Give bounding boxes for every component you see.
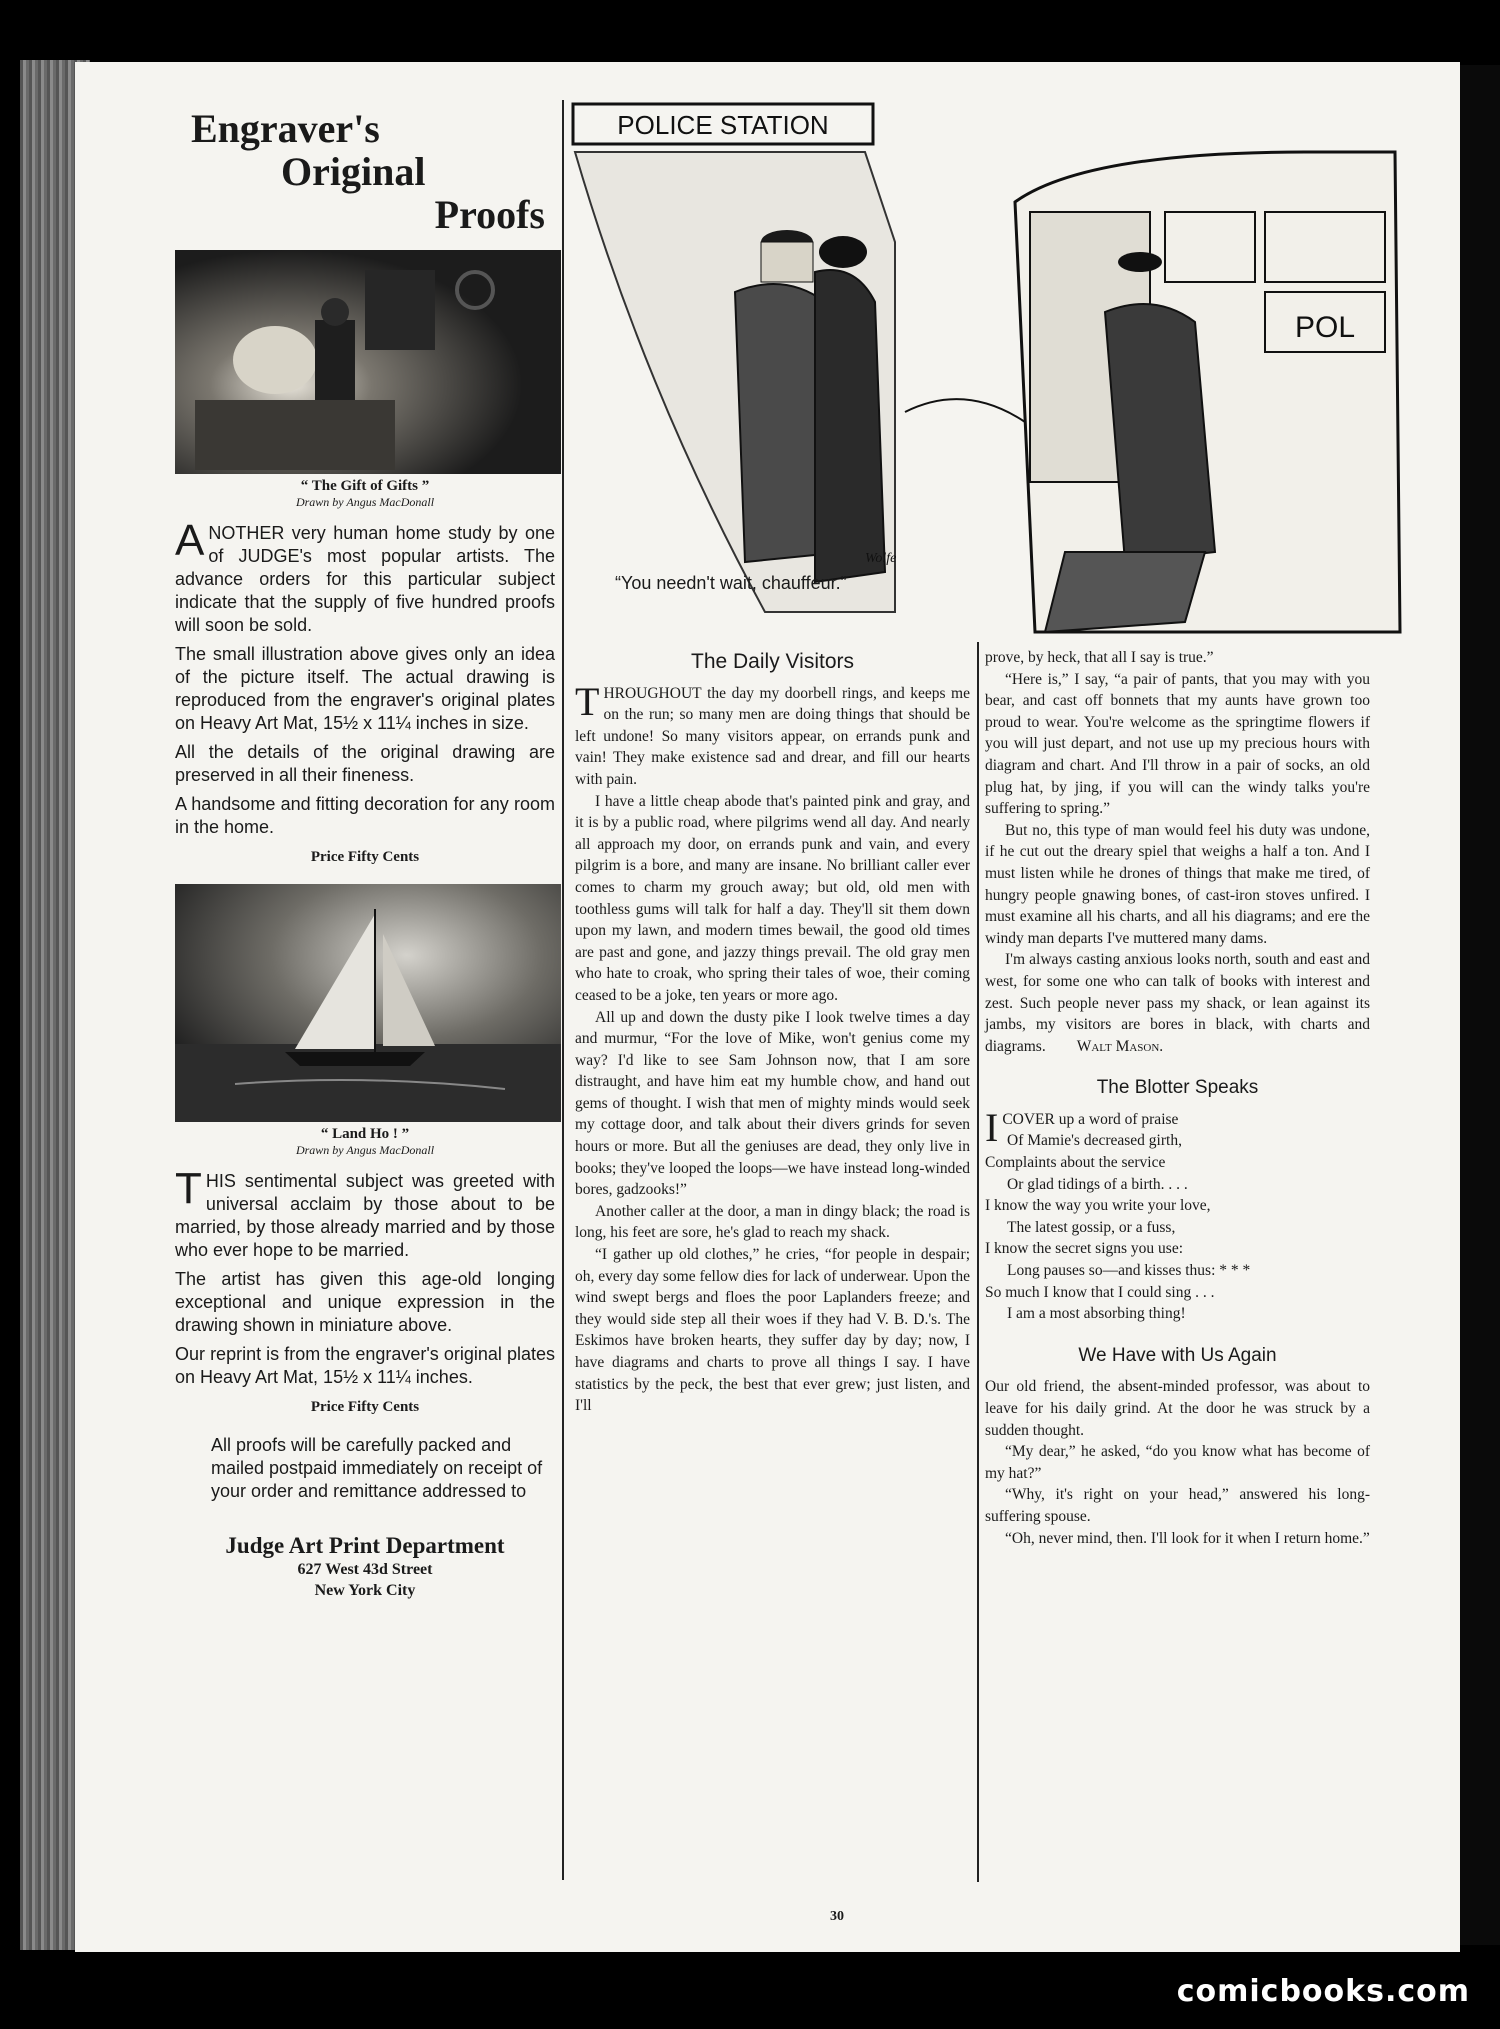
we-have-with-us-again-title: We Have with Us Again [1078,1344,1277,1366]
again-paragraph-2: “My dear,” he asked, “do you know what has become of my hat?” [985,1443,1370,1482]
visitors-paragraph-5: “I gather up old clothes,” he cries, “for people in despair; oh, every day some fellow dies for lack of underwear. Upon the wind swept bergs and floes the poor Laplanders freeze; and they would side step all their woes if they had V. B. D.'s. The Eskimos have broken hearts, they suffer day by day; now, I have diagrams and charts to prove all things I say. I have statistics by the peck, the best that ever grew; just listen, and I'll [575,1246,970,1415]
department-name: Judge Art Print Department [225,1533,505,1558]
visitors-paragraph-9: I'm always casting anxious looks north, south and east and west, for some one who can talk of books with interest and zest. Such people never pass my shack, or lean against its jambs, my visitors are bores in black, with charts and diagrams. Walt Mason. [985,951,1370,1055]
again-paragraph-1: Our old friend, the absent-minded professor, was about to leave for his daily grind. At the door he was struck by a sudden thought. [985,1378,1370,1439]
ad-paragraph-3: All the details of the original drawing are preserved in all their fineness. [175,742,555,785]
page-number: 30 [830,1909,844,1924]
artist-signature: Wolfe [865,551,897,566]
visitors-paragraph-6: prove, by heck, that all I say is true.” [985,649,1214,666]
again-paragraph-4: “Oh, never mind, then. I'll look for it when I return home.” [1005,1529,1370,1547]
price-label-1: Price Fifty Cents [310,849,420,865]
daily-visitors-column [575,647,970,1417]
visitors-paragraph-2: I have a little cheap abode that's painted pink and gray, and it is by a public road, where pilgrims wend all day. And nearly all approach my door, on errands punk and vain, and every pilgrim is a bore, and many are insane. No brilliant caller ever comes to charm my grouch away; but old, old men with toothless gums will talk for half a day. They'll sit them down upon my lawn, and modern times bewail, the good old times are past and gone, and jazzy things prevail. The old gray men who hate to croak, who spring their tales of woe, their coming ceased to be a joke, ten years or more ago. [575,792,970,1004]
pic2-caption: “ Land Ho ! ” [320,1126,410,1142]
police-station-cartoon [565,92,1465,652]
address-city: New York City [314,1582,416,1599]
visitors-paragraph-4: Another caller at the door, a man in dingy black; the road is long, his feet are sore, he's glad to reach my shack. [575,1202,970,1242]
again-paragraph-3: “Why, it's right on your head,” answered his long-suffering spouse. [985,1486,1370,1525]
ad-paragraph-7: Our reprint is from the engraver's original plates on Heavy Art Mat, 15½ x 11¼ inches. [175,1344,555,1387]
ad-paragraph-8: All proofs will be carefully packed and mailed postpaid immediately on receipt of your order and remittance addressed to [211,1435,543,1501]
column-rule-2 [977,642,979,1882]
ad-paragraph-1: ANOTHER very human home study by one of JUDGE's most popular artists. The advance orders for this particular subject indicate that the supply of five hundred proofs will soon be sold. [175,516,555,635]
engravers-proofs-ad [175,107,555,1601]
pic1-credit: Drawn by Angus MacDonall [295,495,435,509]
visitors-paragraph-8: But no, this type of man would feel his duty was undone, if he cut out the dreary spiel that weighs a half a ton. And I must listen while he drones of things that make me tired, of hungry people gnawing bones, of cast-iron stoves unfired. I must examine all his charts, and all his diagrams; and ere the windy man departs I've muttered many dams. [985,821,1370,947]
ad-paragraph-4: A handsome and fitting decoration for any room in the home. [175,794,555,837]
magazine-page [75,62,1460,1952]
ad-paragraph-2: The small illustration above gives only an idea of the picture itself. The actual drawing is reproduced from the engraver's original plates on Heavy Art Mat, 15½ x 11¼ inches in size. [175,644,555,733]
station-sign-text: POLICE STATION [617,110,829,140]
pic1-caption: “ The Gift of Gifts ” [300,478,430,494]
cartoon-caption: “You needn't wait, chauffeur.” [615,573,847,593]
address-street: 627 West 43d Street [297,1561,433,1578]
ad-title: Engraver's Original Proofs [191,106,545,237]
visitors-paragraph-3: All up and down the dusty pike I look twelve times a day and murmur, “For the love of Mike, won't genius come my way? I'd like to see Sam Johnson now, that I am sore distraught, and have him eat my humble chow, and hand out gems of thought. I wish that men of mighty minds would seek my cottage door, and talk about their divers grinds for seven hours or more. But all the geniuses are dead, they only live in books; they've looped the loops—we have instead long-winded bores, gadzooks!” [575,1008,970,1199]
visitors-paragraph-1: THROUGHOUT the day my doorbell rings, and keeps me on the run; so many men are doing things that should be left undone! So many visitors appear, on errands punk and vain! They make existence sad and drear, and fill our hearts with pain. [575,678,970,788]
blotter-title: The Blotter Speaks [1096,1077,1259,1099]
daily-visitors-title: The Daily Visitors [691,650,854,673]
site-watermark: comicbooks.com [1176,1974,1470,2009]
police-car-lettering: POL [1294,311,1356,344]
right-column [985,647,1370,1549]
ad-paragraph-5: THIS sentimental subject was greeted with universal acclaim by those about to be married, by those already married and by those who ever hope to be married. [175,1164,555,1260]
ad-paragraph-6: The artist has given this age-old longing exceptional and unique expression in the drawing shown in miniature above. [175,1269,555,1335]
visitors-paragraph-7: “Here is,” I say, “a pair of pants, that you may with you bear, and cast off bonnets that my aunts have grown too proud to wear. You're welcome as the springtime flowers if you will just depart, and not use up my precious hours with diagram and chart. And I'll throw in a pair of socks, an old plug hat, by jing, if you will can the windy talks you're suffering to spring.” [985,670,1370,818]
price-label-2: Price Fifty Cents [310,1399,420,1415]
author-signature: Walt Mason. [1076,1037,1164,1055]
blotter-poem: ICOVER up a word of praise Of Mamie's decreased girth, Complaints about the service Or glad tidings of a birth. . . . I know the way you write your love, The latest gossip, or a fuss, I know the secret signs you use: Long pauses so—and kisses thus: * * * So much I know that I could sing . . . I am a most absorbing thing! [985,1104,1251,1323]
pic2-credit: Drawn by Angus MacDonall [295,1143,435,1157]
gift-of-gifts-illustration [175,250,561,474]
land-ho-illustration [175,884,561,1122]
column-rule-1 [562,100,564,1880]
